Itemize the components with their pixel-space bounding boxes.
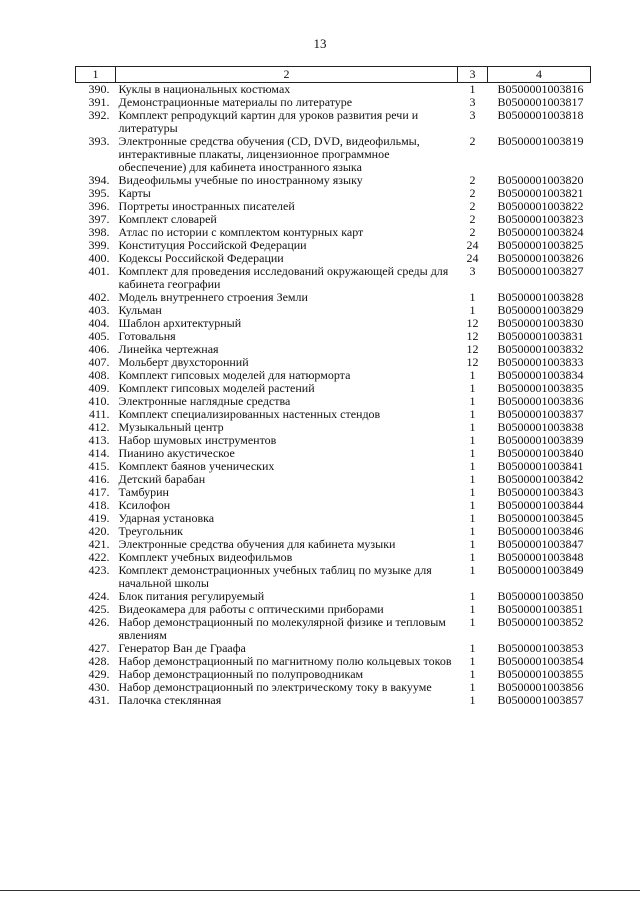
- items-table: [75, 66, 591, 707]
- inventory-code: B0500001003835: [497, 381, 584, 395]
- item-name: Видеокамера для работы с оптическими приборами: [118, 602, 384, 616]
- inventory-code: B0500001003851: [497, 602, 584, 616]
- item-quantity: 12: [466, 355, 479, 369]
- item-quantity: 1: [469, 381, 476, 395]
- row-number: 406.: [88, 342, 110, 356]
- row-number: 425.: [88, 602, 110, 616]
- table-row: [76, 694, 591, 707]
- item-name: Шаблон архитектурный: [118, 316, 242, 330]
- row-number: 424.: [88, 589, 110, 603]
- item-name: Кодексы Российской Федерации: [118, 251, 284, 265]
- item-quantity: 1: [469, 550, 476, 564]
- inventory-code: B0500001003852: [497, 615, 584, 629]
- row-number: 400.: [88, 251, 110, 265]
- item-quantity: 3: [469, 108, 476, 122]
- inventory-code: B0500001003838: [497, 420, 584, 434]
- item-quantity: 2: [469, 134, 476, 148]
- column-header-name: 2: [116, 67, 458, 83]
- inventory-code: B0500001003854: [497, 654, 584, 668]
- table-row: [76, 265, 591, 291]
- row-number: 399.: [88, 238, 110, 252]
- item-name: Комплект гипсовых моделей для натюрморта: [118, 368, 351, 382]
- table-header-row: [76, 67, 591, 83]
- item-quantity: 1: [469, 537, 476, 551]
- table-body: [76, 83, 591, 708]
- item-quantity: 1: [469, 693, 476, 707]
- inventory-code: B0500001003856: [497, 680, 584, 694]
- inventory-code: B0500001003845: [497, 511, 584, 525]
- item-quantity: 2: [469, 186, 476, 200]
- inventory-code: B0500001003855: [497, 667, 584, 681]
- item-name: Комплект демонстрационных учебных таблиц по музыке для начальной школы: [118, 563, 432, 590]
- page-number: 13: [313, 36, 327, 51]
- item-quantity: 2: [469, 212, 476, 226]
- row-number: 394.: [88, 173, 110, 187]
- item-name: Мольберт двухсторонний: [118, 355, 249, 369]
- row-number: 396.: [88, 199, 110, 213]
- row-number: 401.: [88, 264, 110, 278]
- item-quantity: 1: [469, 290, 476, 304]
- item-quantity: 1: [469, 446, 476, 460]
- row-number: 418.: [88, 498, 110, 512]
- row-number: 416.: [88, 472, 110, 486]
- item-name: Тамбурин: [118, 485, 169, 499]
- row-number: 407.: [88, 355, 110, 369]
- inventory-code: B0500001003822: [497, 199, 584, 213]
- item-name: Комплект для проведения исследований окружающей среды для кабинета географии: [118, 264, 449, 291]
- item-name: Детский барабан: [118, 472, 206, 486]
- inventory-code: B0500001003819: [497, 134, 584, 148]
- row-number: 431.: [88, 693, 110, 707]
- row-number: 428.: [88, 654, 110, 668]
- inventory-code: B0500001003833: [497, 355, 584, 369]
- row-number: 422.: [88, 550, 110, 564]
- item-name: Набор демонстрационный по полупроводникам: [118, 667, 364, 681]
- item-quantity: 3: [469, 264, 476, 278]
- row-number: 395.: [88, 186, 110, 200]
- item-name: Кульман: [118, 303, 162, 317]
- item-quantity: 1: [469, 498, 476, 512]
- item-quantity: 1: [469, 303, 476, 317]
- inventory-code: B0500001003839: [497, 433, 584, 447]
- item-quantity: 2: [469, 225, 476, 239]
- inventory-code: B0500001003817: [497, 95, 584, 109]
- inventory-code: B0500001003816: [497, 82, 584, 96]
- item-name: Ксилофон: [118, 498, 171, 512]
- row-number: 410.: [88, 394, 110, 408]
- inventory-code: B0500001003843: [497, 485, 584, 499]
- inventory-code: B0500001003826: [497, 251, 584, 265]
- item-quantity: 12: [466, 316, 479, 330]
- table-row: [76, 564, 591, 590]
- item-name: Набор демонстрационный по магнитному полю кольцевых токов: [118, 654, 452, 668]
- inventory-code: B0500001003825: [497, 238, 584, 252]
- inventory-code: B0500001003850: [497, 589, 584, 603]
- column-header-number: 1: [76, 67, 116, 83]
- inventory-code: B0500001003823: [497, 212, 584, 226]
- item-name: Комплект репродукций картин для уроков развития речи и литературы: [118, 108, 419, 135]
- item-quantity: 1: [469, 485, 476, 499]
- row-number: 420.: [88, 524, 110, 538]
- item-quantity: 1: [469, 641, 476, 655]
- inventory-code: B0500001003846: [497, 524, 584, 538]
- item-name: Ударная установка: [118, 511, 215, 525]
- column-header-quantity: 3: [458, 67, 488, 83]
- item-name: Электронные средства обучения (CD, DVD, видеофильмы, интерактивные плакаты, лицензионное программное обеспечение) для кабинета иностранного языка: [118, 134, 420, 174]
- item-name: Демонстрационные материалы по литературе: [118, 95, 353, 109]
- row-number: 414.: [88, 446, 110, 460]
- item-name: Комплект специализированных настенных стендов: [118, 407, 381, 421]
- row-number: 429.: [88, 667, 110, 681]
- item-name: Карты: [118, 186, 151, 200]
- item-quantity: 2: [469, 173, 476, 187]
- item-quantity: 24: [466, 238, 479, 252]
- item-name: Музыкальный центр: [118, 420, 224, 434]
- item-quantity: 1: [469, 589, 476, 603]
- inventory-code: B0500001003834: [497, 368, 584, 382]
- row-number: 417.: [88, 485, 110, 499]
- item-quantity: 1: [469, 680, 476, 694]
- item-name: Видеофильмы учебные по иностранному языку: [118, 173, 363, 187]
- item-name: Конституция Российской Федерации: [118, 238, 307, 252]
- row-number: 409.: [88, 381, 110, 395]
- item-name: Электронные средства обучения для кабинета музыки: [118, 537, 396, 551]
- table-row: [76, 109, 591, 135]
- item-name: Портреты иностранных писателей: [118, 199, 295, 213]
- item-name: Набор демонстрационный по электрическому току в вакууме: [118, 680, 432, 694]
- inventory-code: B0500001003840: [497, 446, 584, 460]
- inventory-code: B0500001003837: [497, 407, 584, 421]
- row-number: 403.: [88, 303, 110, 317]
- item-quantity: 1: [469, 433, 476, 447]
- item-quantity: 1: [469, 602, 476, 616]
- table-row: [76, 135, 591, 174]
- inventory-code: B0500001003849: [497, 563, 584, 577]
- table-row: [76, 616, 591, 642]
- item-quantity: 1: [469, 472, 476, 486]
- item-quantity: 1: [469, 667, 476, 681]
- table-row: [76, 83, 591, 97]
- row-number: 413.: [88, 433, 110, 447]
- row-number: 430.: [88, 680, 110, 694]
- row-number: 391.: [88, 95, 110, 109]
- item-name: Набор демонстрационный по молекулярной физике и тепловым явлениям: [118, 615, 446, 642]
- inventory-code: B0500001003841: [497, 459, 584, 473]
- inventory-code: B0500001003828: [497, 290, 584, 304]
- inventory-code: B0500001003827: [497, 264, 584, 278]
- item-quantity: 24: [466, 251, 479, 265]
- inventory-code: B0500001003830: [497, 316, 584, 330]
- item-name: Блок питания регулируемый: [118, 589, 265, 603]
- item-name: Генератор Ван де Граафа: [118, 641, 246, 655]
- inventory-code: B0500001003820: [497, 173, 584, 187]
- row-number: 411.: [88, 407, 110, 421]
- row-number: 402.: [88, 290, 110, 304]
- inventory-code: B0500001003853: [497, 641, 584, 655]
- inventory-code: B0500001003831: [497, 329, 584, 343]
- inventory-code: B0500001003824: [497, 225, 584, 239]
- inventory-code: B0500001003836: [497, 394, 584, 408]
- inventory-code: B0500001003842: [497, 472, 584, 486]
- item-quantity: 1: [469, 615, 476, 629]
- item-quantity: 1: [469, 459, 476, 473]
- column-header-code: 4: [488, 67, 591, 83]
- item-quantity: 2: [469, 199, 476, 213]
- item-name: Треугольник: [118, 524, 183, 538]
- item-name: Комплект гипсовых моделей растений: [118, 381, 315, 395]
- inventory-code: B0500001003844: [497, 498, 584, 512]
- item-quantity: 1: [469, 524, 476, 538]
- row-number: 408.: [88, 368, 110, 382]
- row-number: 392.: [88, 108, 110, 122]
- item-name: Готовальня: [118, 329, 176, 343]
- item-quantity: 1: [469, 420, 476, 434]
- row-number: 421.: [88, 537, 110, 551]
- inventory-code: B0500001003832: [497, 342, 584, 356]
- item-name: Модель внутреннего строения Земли: [118, 290, 308, 304]
- row-number: 415.: [88, 459, 110, 473]
- inventory-code: B0500001003821: [497, 186, 584, 200]
- item-quantity: 1: [469, 82, 476, 96]
- inventory-code: B0500001003829: [497, 303, 584, 317]
- item-name: Куклы в национальных костюмах: [118, 82, 291, 96]
- row-number: 390.: [88, 82, 110, 96]
- inventory-code: B0500001003818: [497, 108, 584, 122]
- row-number: 404.: [88, 316, 110, 330]
- item-name: Линейка чертежная: [118, 342, 219, 356]
- item-name: Палочка стеклянная: [118, 693, 222, 707]
- item-name: Комплект баянов ученических: [118, 459, 275, 473]
- item-quantity: 3: [469, 95, 476, 109]
- item-name: Комплект словарей: [118, 212, 217, 226]
- row-number: 423.: [88, 563, 110, 577]
- bottom-divider: [0, 890, 640, 891]
- inventory-code: B0500001003848: [497, 550, 584, 564]
- item-name: Комплект учебных видеофильмов: [118, 550, 293, 564]
- item-quantity: 1: [469, 368, 476, 382]
- row-number: 397.: [88, 212, 110, 226]
- inventory-code: B0500001003847: [497, 537, 584, 551]
- item-quantity: 1: [469, 407, 476, 421]
- item-name: Набор шумовых инструментов: [118, 433, 277, 447]
- item-quantity: 12: [466, 329, 479, 343]
- item-quantity: 12: [466, 342, 479, 356]
- row-number: 427.: [88, 641, 110, 655]
- row-number: 393.: [88, 134, 110, 148]
- item-quantity: 1: [469, 394, 476, 408]
- item-name: Электронные наглядные средства: [118, 394, 291, 408]
- item-quantity: 1: [469, 511, 476, 525]
- inventory-code: B0500001003857: [497, 693, 584, 707]
- item-name: Пианино акустическое: [118, 446, 235, 460]
- item-quantity: 1: [469, 654, 476, 668]
- row-number: 419.: [88, 511, 110, 525]
- row-number: 412.: [88, 420, 110, 434]
- item-name: Атлас по истории с комплектом контурных карт: [118, 225, 364, 239]
- row-number: 426.: [88, 615, 110, 629]
- row-number: 405.: [88, 329, 110, 343]
- row-number: 398.: [88, 225, 110, 239]
- item-quantity: 1: [469, 563, 476, 577]
